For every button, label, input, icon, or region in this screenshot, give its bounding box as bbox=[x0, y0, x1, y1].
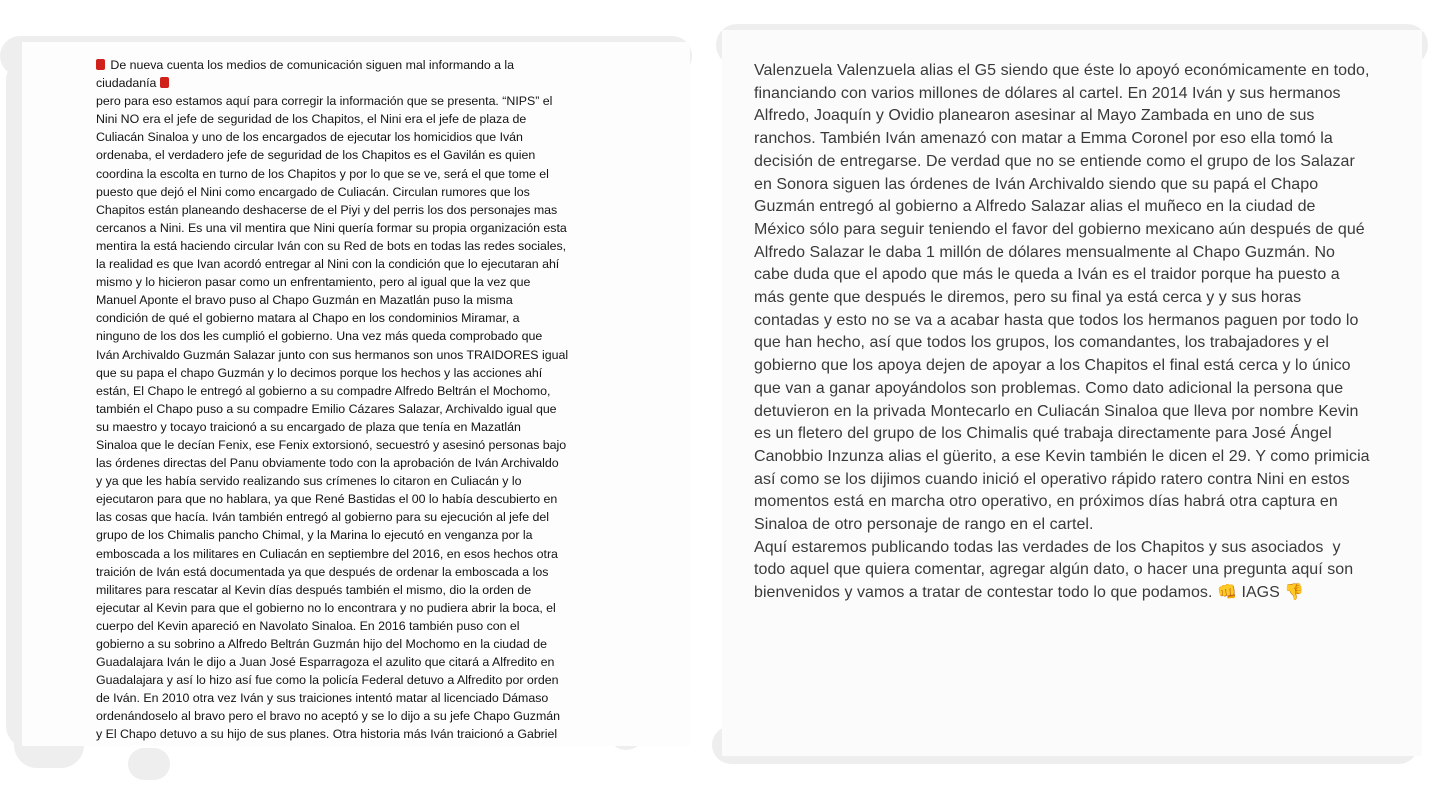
left-line-12: mismo y lo hicieron pasar como un enfrentamiento, pero al igual que la vez que bbox=[96, 275, 531, 290]
right-line-18: así como se los dijimos cuando inició el operativo rápido ratero contra Nini en estos bbox=[754, 470, 1350, 488]
left-line-34: Guadalajara y así lo hizo así fue como la policía Federal detuvo a Alfredito por orden bbox=[96, 673, 559, 688]
right-line-17: Canobbio Inzunza alias el güerito, a ese Kevin también le dicen el 29. Y como primicia bbox=[754, 447, 1370, 465]
right-line-1: financiando con varios millones de dólares al cartel. En 2014 Iván y sus hermanos bbox=[754, 84, 1341, 102]
left-line-14: condición de qué el gobierno matara al Chapo en los condominios Miramar, a bbox=[96, 311, 520, 326]
fist-icon: 👊 bbox=[1216, 584, 1237, 602]
left-line-30: ejecutar al Kevin para que el gobierno no lo encontrara y no pudiera abrir la boca, el bbox=[96, 600, 556, 615]
right-line-14: que van a ganar apoyándolos son problemas. Como dato adicional la persona que bbox=[754, 379, 1344, 397]
left-line-31: cuerpo del Kevin apareció en Navolato Sinaloa. En 2016 también puso con el bbox=[96, 618, 520, 633]
right-line-9: cabe duda que el apodo que más le queda a Iván es el traidor porque ha puesto a bbox=[754, 266, 1340, 284]
left-line-3: Nini NO era el jefe de seguridad de los Chapitos, el Nini era el jefe de plaza de bbox=[96, 112, 527, 127]
left-line-35: de Iván. En 2010 otra vez Iván y sus traiciones intentó matar al licenciado Dámaso bbox=[96, 691, 549, 706]
thumbs-down-icon: 👎 bbox=[1284, 584, 1305, 602]
left-line-28: traición de Iván está documentada ya que después de ordenar la emboscada a los bbox=[96, 564, 549, 579]
right-line-5: en Sonora siguen las órdenes de Iván Archivaldo siendo que su papá el Chapo bbox=[754, 175, 1319, 193]
left-text-panel bbox=[22, 42, 690, 746]
siren-icon bbox=[160, 77, 169, 88]
brush-stroke-blob-bottom bbox=[128, 748, 170, 780]
right-text-panel bbox=[722, 30, 1422, 756]
left-line-8: Chapitos están planeando deshacerse de el Piyi y del perris los dos personajes mas bbox=[96, 202, 558, 217]
right-line-21: Aquí estaremos publicando todas las verdades de los Chapitos y sus asociados y bbox=[754, 538, 1341, 556]
right-line-2: Alfredo, Joaquín y Ovidio planearon asesinar al Mayo Zambada en uno de sus bbox=[754, 107, 1315, 125]
right-line-23: bienvenidos y vamos a tratar de contestar todo lo que podamos. bbox=[754, 584, 1217, 602]
left-line-37: y El Chapo detuvo a su hijo de sus planes. Otra historia más Iván traicionó a Gabriel bbox=[96, 727, 558, 742]
left-line-6: coordina la escolta en turno de los Chapitos y por lo que se ve, será el que tome el bbox=[96, 166, 549, 181]
left-line-33: Guadalajara Iván le dijo a Juan José Esparragoza el azulito que citará a Alfredito en bbox=[96, 655, 555, 670]
left-line-15: ninguno de los dos les cumplió el gobierno. Una vez más queda comprobado que bbox=[96, 329, 543, 344]
right-line-12: que han hecho, así que todos los grupos, los comandantes, los trabajadores y el bbox=[754, 334, 1329, 352]
left-line-13: Manuel Aponte el bravo puso al Chapo Guzmán en Mazatlán puso la misma bbox=[96, 293, 513, 308]
left-line-27: emboscada a los militares en Culiacán en septiembre del 2016, en esos hechos otra bbox=[96, 546, 558, 561]
right-line-4: decisión de entregarse. De verdad que no se entiende como el grupo de los Salazar bbox=[754, 152, 1355, 170]
left-line-24: ejecutaron para que no hablara, ya que René Bastidas el 00 lo había descubierto en bbox=[96, 492, 558, 507]
right-line-10: más gente que después le diremos, pero su final ya está cerca y y sus horas bbox=[754, 289, 1302, 307]
right-line-13: gobierno que los apoya dejen de apoyar a los Chapitos el final está cerca y lo único bbox=[754, 357, 1351, 375]
left-line-7: puesto que dejó el Nini como encargado de Culiacán. Circulan rumores que los bbox=[96, 184, 530, 199]
left-line-19: también el Chapo puso a su compadre Emilio Cázares Salazar, Archivaldo igual que bbox=[96, 401, 557, 416]
right-line-16: es un fletero del grupo de los Chimalis qué trabaja directamente para José Ángel bbox=[754, 425, 1332, 443]
left-column-text bbox=[96, 56, 568, 744]
signature: IAGS bbox=[1236, 584, 1285, 602]
right-line-3: ranchos. También Iván amenazó con matar a Emma Coronel por eso ella tomó la bbox=[754, 130, 1333, 148]
left-line-25: las cosas que hacía. Iván también entregó al gobierno para su ejecución al jefe del bbox=[96, 510, 549, 525]
left-line-32: gobierno a su sobrino a Alfredo Beltrán Guzmán hijo del Mochomo en la ciudad de bbox=[96, 637, 547, 651]
left-line-26: grupo de los Chimalis pancho Chimal, y la Marina lo ejecutó en venganza por la bbox=[96, 528, 533, 543]
right-line-8: Alfredo Salazar le daba 1 millón de dólares mensualmente al Chapo Guzmán. No bbox=[754, 243, 1336, 261]
right-line-6: Guzmán entregó al gobierno a Alfredo Salazar alias el muñeco en la ciudad de bbox=[754, 198, 1316, 216]
right-line-15: detuvieron en la privada Montecarlo en Culiacán Sinaloa que lleva por nombre Kevin bbox=[754, 402, 1359, 420]
left-line-17: que su papa el chapo Guzmán y lo decimos porque los hechos y las acciones ahí bbox=[96, 365, 543, 380]
right-line-7: México sólo para seguir teniendo el favor del gobierno mexicano aún después de qué bbox=[754, 220, 1365, 238]
left-line-9: cercanos a Nini. Es una vil mentira que Nini quería formar su propia organización esta bbox=[96, 220, 567, 235]
left-line-4: Culiacán Sinaloa y uno de los encargados de ejecutar los homicidios que Iván bbox=[96, 130, 523, 145]
left-line-22: las órdenes directas del Panu obviamente todo con la aprobación de Iván Archivaldo bbox=[96, 456, 559, 471]
right-line-0: Valenzuela Valenzuela alias el G5 siendo que éste lo apoyó económicamente en todo, bbox=[754, 62, 1370, 79]
left-line-36: ordenándoselo al bravo pero el bravo no aceptó y se lo dijo a su jefe Chapo Guzmán bbox=[96, 709, 560, 724]
left-line-23: y ya que les había servido realizando sus crímenes lo citaron en Culiacán y lo bbox=[96, 474, 522, 489]
left-line-0: De nueva cuenta los medios de comunicación siguen mal informando a la bbox=[107, 58, 515, 72]
left-line-29: militares para rescatar al Kevin días después también el mismo, dio la orden de bbox=[96, 582, 532, 597]
right-column-text bbox=[754, 60, 1370, 605]
right-line-20: Sinaloa de otro personaje de rango en el cartel. bbox=[754, 516, 1094, 534]
left-line-5: ordenaba, el verdadero jefe de seguridad de los Chapitos es el Gavilán es quien bbox=[96, 148, 536, 163]
right-line-11: contadas y esto no se va a acabar hasta que todos los hermanos paguen por todo lo bbox=[754, 311, 1359, 329]
left-line-1: ciudadanía bbox=[96, 76, 160, 91]
left-line-10: mentira la está haciendo circular Iván con su Red de bots en todas las redes sociales, bbox=[96, 238, 567, 253]
left-line-20: su maestro y tocayo traicionó a su encargado de plaza que tenía en Mazatlán bbox=[96, 419, 521, 434]
left-line-2: pero para eso estamos aquí para corregir la información que se presenta. “NIPS” el bbox=[96, 94, 553, 109]
left-line-21: Sinaloa que le decían Fenix, ese Fenix extorsionó, secuestró y asesinó personas bajo bbox=[96, 437, 567, 452]
left-line-11: la realidad es que Ivan acordó entregar al Nini con la condición que lo ejecutaran ahí bbox=[96, 257, 560, 272]
right-line-19: momentos está en marcha otro operativo, en próximos días habrá otra captura en bbox=[754, 493, 1338, 511]
left-line-18: están, El Chapo le entregó al gobierno a su compadre Alfredo Beltrán el Mochomo, bbox=[96, 383, 551, 398]
siren-icon bbox=[96, 59, 105, 70]
left-line-16: Iván Archivaldo Guzmán Salazar junto con sus hermanos son unos TRAIDORES igual bbox=[96, 347, 569, 362]
right-line-22: todo aquel que quiera comentar, agregar algún dato, o hacer una pregunta aquí son bbox=[754, 561, 1354, 579]
